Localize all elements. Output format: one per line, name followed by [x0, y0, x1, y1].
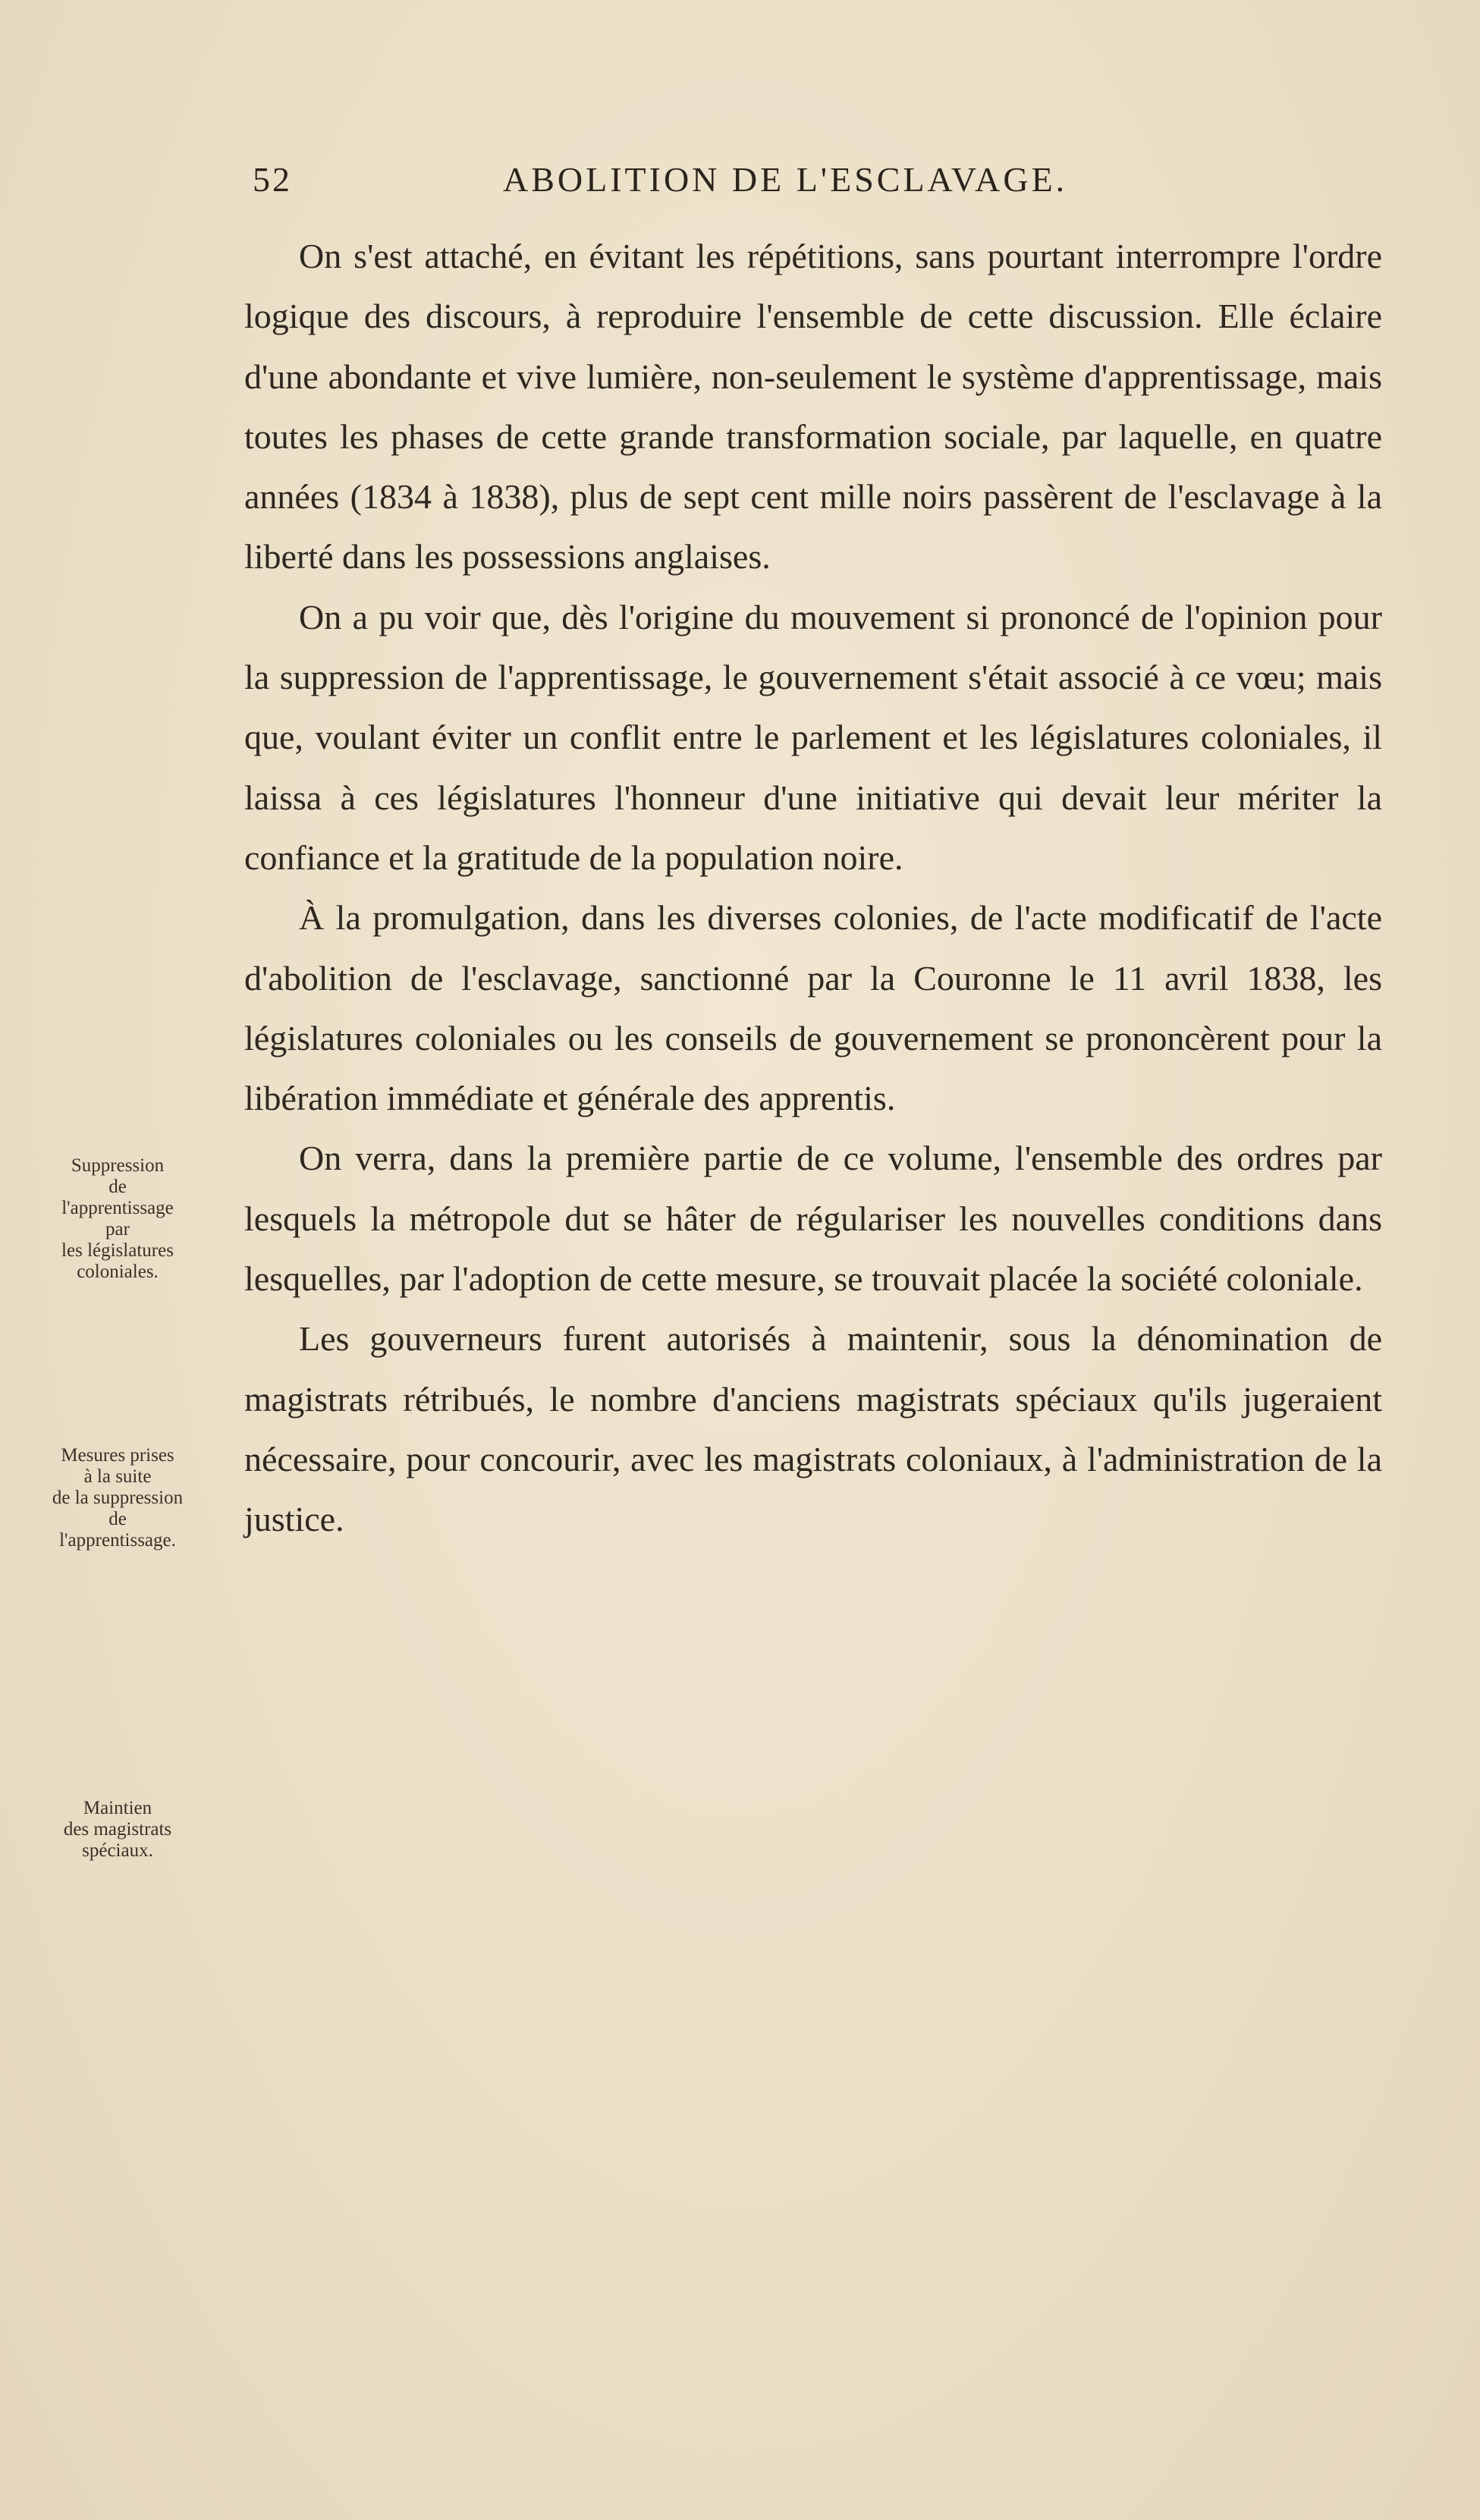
margin-note-line: l'apprentissage. [59, 1530, 176, 1551]
margin-note-maintien [0, 1798, 235, 1862]
margin-note-line: de [108, 1509, 127, 1529]
body-text [244, 226, 1382, 1550]
margin-note-line: spéciaux. [82, 1840, 153, 1861]
margin-note-mesures [0, 1445, 235, 1551]
running-title: ABOLITION DE L'ESCLAVAGE. [503, 160, 1068, 199]
page-number: 52 [253, 160, 292, 199]
margin-note-suppression [0, 1155, 235, 1283]
margin-note-line: des magistrats [63, 1819, 172, 1840]
margin-note-line: l'apprentissage [61, 1198, 174, 1218]
margin-note-line: coloniales. [77, 1262, 159, 1282]
margin-note-line: à la suite [83, 1466, 152, 1487]
paragraph: On verra, dans la première partie de ce volume, l'ensemble des ordres par lesquels la métropole dut se hâter de régulariser les nouvelles conditions dans lesquelles, par l'adoption de cette mesure, se trouvait placée la société coloniale. [244, 1139, 1382, 1299]
page-header [253, 159, 1381, 205]
margin-note-line: les législatures [61, 1240, 174, 1261]
paragraph: On a pu voir que, dès l'origine du mouvement si prononcé de l'opinion pour la suppression de l'apprentissage, le gouvernement s'était associé à ce vœu; mais que, voulant éviter un conflit entre le parlement et les législatures coloniales, il laissa à ces législatures l'honneur d'une initiative qui devait leur mériter la confiance et la gratitude de la population noire. [244, 597, 1382, 877]
margin-note-line: Suppression [71, 1155, 165, 1176]
margin-note-line: par [105, 1219, 130, 1240]
paragraph: On s'est attaché, en évitant les répétitions, sans pourtant interrompre l'ordre logique des discours, à reproduire l'ensemble de cette discussion. Elle éclaire d'une abondante et vive lumière, non-seulement le système d'apprentissage, mais toutes les phases de cette grande transformation sociale, par laquelle, en quatre années (1834 à 1838), plus de sept cent mille noirs passèrent de l'esclavage à la liberté dans les possessions anglaises. [244, 237, 1382, 577]
margin-note-line: de la suppression [52, 1488, 184, 1508]
margin-note-line: Mesures prises [61, 1445, 174, 1466]
paragraph: Les gouverneurs furent autorisés à maintenir, sous la dénomination de magistrats rétribués, le nombre d'anciens magistrats spéciaux qu'ils jugeraient nécessaire, pour concourir, avec les magistrats coloniaux, à l'administration de la justice. [244, 1319, 1382, 1539]
margin-note-line: de [108, 1177, 127, 1197]
paragraph: À la promulgation, dans les diverses colonies, de l'acte modificatif de l'acte d'abolition de l'esclavage, sanctionné par la Couronne le 11 avril 1838, les législatures coloniales ou les conseils de gouvernement se prononcèrent pour la libération immédiate et générale des apprentis. [244, 898, 1382, 1118]
margin-note-line: Maintien [83, 1798, 152, 1818]
